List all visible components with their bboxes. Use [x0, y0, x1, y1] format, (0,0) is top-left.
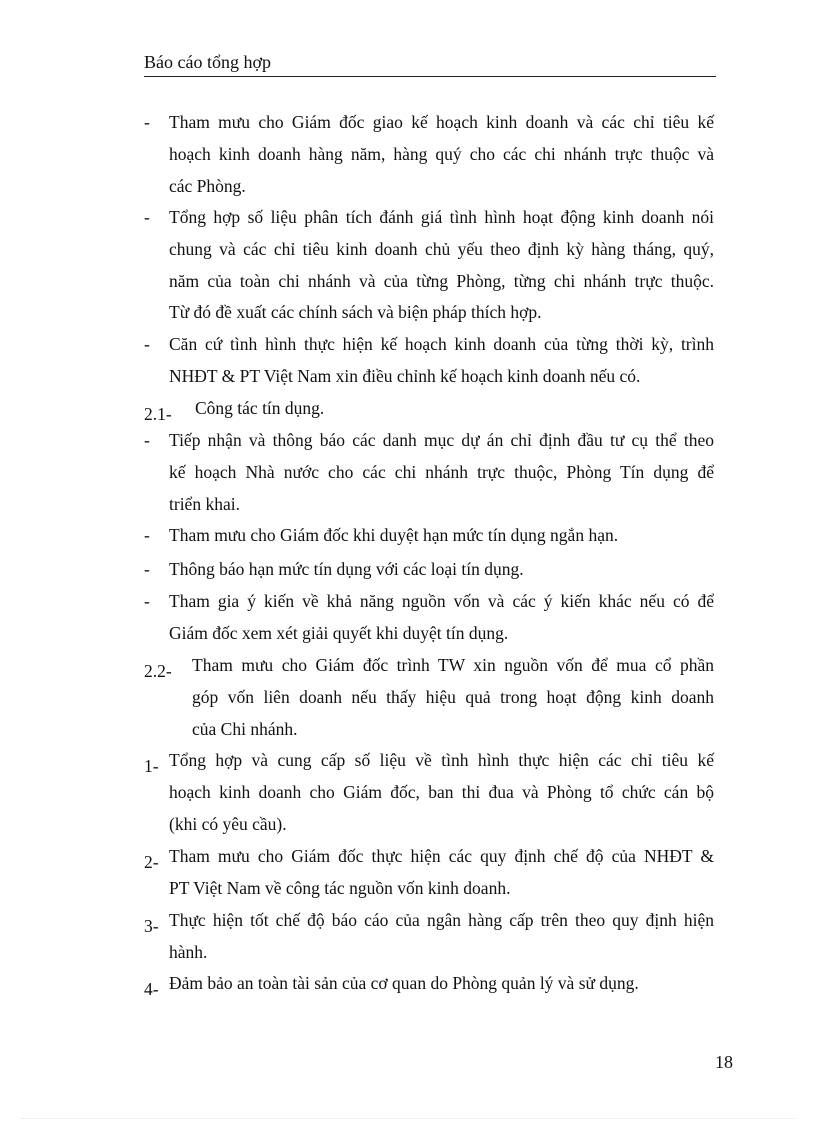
list-item-line: Tham mưu cho Giám đốc thực hiện các quy định chế độ của NHĐT &	[169, 846, 714, 866]
list-marker: 2.1-	[144, 404, 172, 424]
list-item-line: Tham mưu cho Giám đốc giao kế hoạch kinh doanh và các chỉ tiêu kế	[169, 112, 714, 132]
list-item-line: các Phòng.	[169, 175, 246, 196]
footer-divider	[20, 1118, 796, 1119]
list-marker: 2-	[144, 852, 159, 872]
list-marker: -	[144, 430, 150, 450]
list-item-line: Công tác tín dụng.	[195, 398, 325, 418]
list-marker: -	[144, 525, 150, 545]
list-item-line: Tham gia ý kiến về khả năng nguồn vốn và các ý kiến khác nếu có để	[169, 591, 714, 611]
list-item-line: chung và các chỉ tiêu kinh doanh chủ yếu theo định kỳ hàng tháng, quý,	[169, 238, 714, 259]
list-item-line: Tổng hợp số liệu phân tích đánh giá tình hình hoạt động kinh doanh nói	[169, 207, 714, 227]
list-marker: 2.2-	[144, 661, 172, 681]
list-item-line: NHĐT & PT Việt Nam xin điều chỉnh kế hoạch kinh doanh nếu có.	[169, 365, 641, 386]
list-marker: -	[144, 207, 150, 227]
list-item-line: Tổng hợp và cung cấp số liệu về tình hình thực hiện các chỉ tiêu kế	[169, 750, 714, 770]
list-item-line: Thực hiện tốt chế độ báo cáo của ngân hàng cấp trên theo quy định hiện	[169, 910, 714, 930]
list-marker: 3-	[144, 916, 159, 936]
list-marker: -	[144, 559, 150, 579]
list-marker: 1-	[144, 756, 159, 776]
list-item-line: (khi có yêu cầu).	[169, 813, 287, 834]
list-marker: -	[144, 334, 150, 354]
list-marker: -	[144, 591, 150, 611]
list-item-line: hoạch kinh doanh hàng năm, hàng quý cho các chi nhánh trực thuộc và	[169, 143, 714, 164]
page-number: 18	[715, 1052, 733, 1072]
list-item-line: Giám đốc xem xét giải quyết khi duyệt tín dụng.	[169, 622, 509, 643]
list-item-line: Thông báo hạn mức tín dụng với các loại tín dụng.	[169, 559, 524, 579]
list-item-line: PT Việt Nam về công tác nguồn vốn kinh doanh.	[169, 877, 511, 898]
list-item-line: Căn cứ tình hình thực hiện kế hoạch kinh doanh của từng thời kỳ, trình	[169, 334, 714, 354]
list-item-line: của Chi nhánh.	[192, 718, 298, 739]
list-item-line: hoạch kinh doanh cho Giám đốc, ban thi đua và Phòng tổ chức cán bộ	[169, 781, 714, 802]
list-item-line: kế hoạch Nhà nước cho các chi nhánh trực thuộc, Phòng Tín dụng để	[169, 461, 714, 482]
list-item-line: triển khai.	[169, 493, 240, 514]
list-item-line: năm của toàn chi nhánh và của từng Phòng, từng chi nhánh trực thuộc.	[169, 270, 714, 291]
list-marker: 4-	[144, 979, 159, 999]
list-item-line: Tiếp nhận và thông báo các danh mục dự án chỉ định đầu tư cụ thể theo	[169, 430, 714, 450]
list-item-line: góp vốn liên doanh nếu thấy hiệu quả trong hoạt động kinh doanh	[192, 686, 714, 707]
list-item-line: Từ đó đề xuất các chính sách và biện pháp thích hợp.	[169, 302, 542, 323]
list-item-line: Tham mưu cho Giám đốc khi duyệt hạn mức tín dụng ngắn hạn.	[169, 525, 619, 545]
list-item-line: Đảm bảo an toàn tài sản của cơ quan do Phòng quản lý và sử dụng.	[169, 973, 639, 993]
header-title: Báo cáo tổng hợp	[144, 52, 271, 72]
list-marker: -	[144, 112, 150, 132]
list-item-line: Tham mưu cho Giám đốc trình TW xin nguồn vốn để mua cổ phần	[192, 655, 714, 675]
list-item-line: hành.	[169, 941, 208, 962]
